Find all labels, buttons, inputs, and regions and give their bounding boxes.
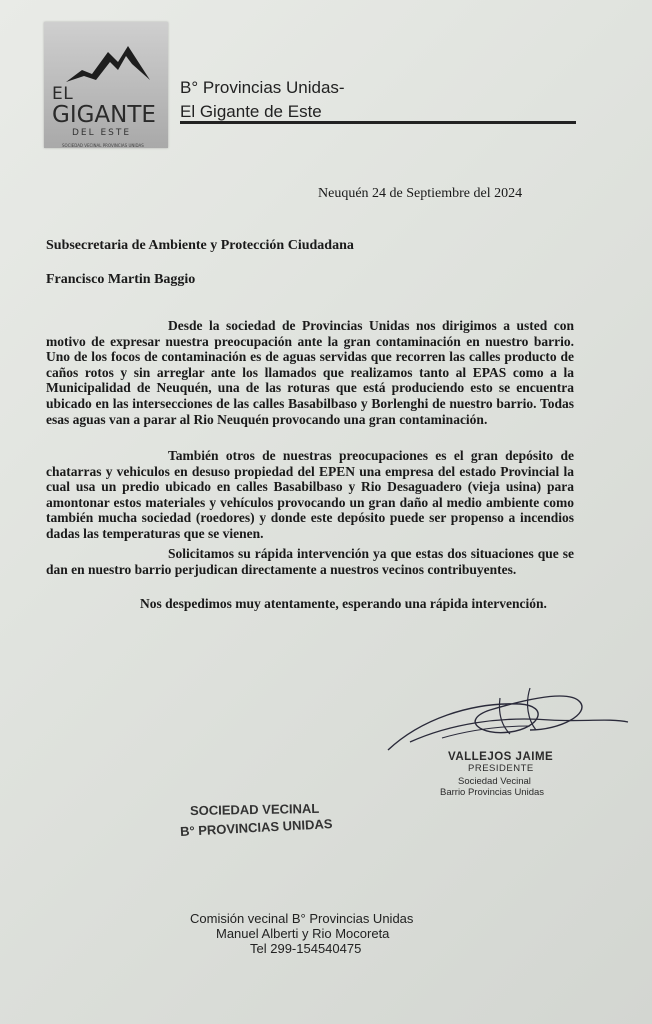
mountain-icon: [66, 40, 150, 84]
seal-line-1: SOCIEDAD VECINAL: [189, 800, 320, 819]
body-paragraph-4: Nos despedimos muy atentamente, esperando una rápida intervención.: [140, 596, 547, 611]
recipient-organization: Subsecretaria de Ambiente y Protección Ciudadana: [46, 238, 354, 253]
letter-date: Neuquén 24 de Septiembre del 2024: [318, 186, 523, 201]
body-paragraph-1: Desde la sociedad de Provincias Unidas nos dirigimos a usted con motivo de expresar nuestra preocupación ante la gran contaminación en nuestro barrio. Uno de los focos de contaminación es de aguas servidas que recorren las calles producto de caños rotos y sin arreglar ante los llamados que realizamos tanto al EPAS como a la Municipalidad de Neuquén, una de las roturas que está produciendo esto se encuentra ubicado en las intersecciones de las calles Basabilbaso y Borlenghi de nuestro barrio. Todas esas aguas van a parar al Rio Neuquén provocando una gran contaminación.: [46, 318, 574, 427]
logo-text-del-este: DEL ESTE: [72, 128, 132, 138]
body-paragraph-2: También otros de nuestras preocupaciones es el gran depósito de chatarras y vehiculos en desuso propiedad del EPEN una empresa del estado Provincial la cual usa un predio ubicado en calles Basabilbaso y Rio Desaguadero (vieja usina) para amontonar estos materiales y vehículos provocando un gran daño al medio ambiente como también mucha sociedad (roedores) y donde este depósito puede ser propenso a incendios dadas las temperaturas que se vienen.: [46, 448, 574, 541]
logo-text-gigante: GIGANTE: [52, 102, 156, 128]
letterhead-line-2: El Gigante de Este: [180, 102, 322, 121]
organization-logo: [44, 22, 168, 148]
signer-org-line-2: Barrio Provincias Unidas: [440, 787, 545, 798]
footer-line-3: Tel 299-154540475: [250, 941, 362, 956]
signer-name: VALLEJOS JAIME: [448, 751, 554, 763]
letterhead-line-1: B° Provincias Unidas-: [180, 78, 345, 97]
recipient-name: Francisco Martin Baggio: [46, 272, 196, 287]
footer-line-1: Comisión vecinal B° Provincias Unidas: [190, 911, 414, 926]
footer-line-2: Manuel Alberti y Rio Mocoreta: [216, 926, 390, 941]
seal-line-2: B° PROVINCIAS UNIDAS: [179, 816, 333, 839]
logo-text-el: EL: [52, 84, 74, 104]
body-paragraph-3: Solicitamos su rápida intervención ya que estas dos situaciones que se dan en nuestro barrio perjudican directamente a nuestros vecinos contribuyentes.: [46, 546, 574, 577]
signer-org-line-1: Sociedad Vecinal: [458, 776, 531, 787]
signer-role: PRESIDENTE: [468, 763, 534, 774]
logo-tagline: SOCIEDAD VECINAL PROVINCIAS UNIDAS: [62, 143, 144, 148]
letterhead-divider: [180, 121, 576, 124]
handwritten-signature: [380, 680, 630, 760]
